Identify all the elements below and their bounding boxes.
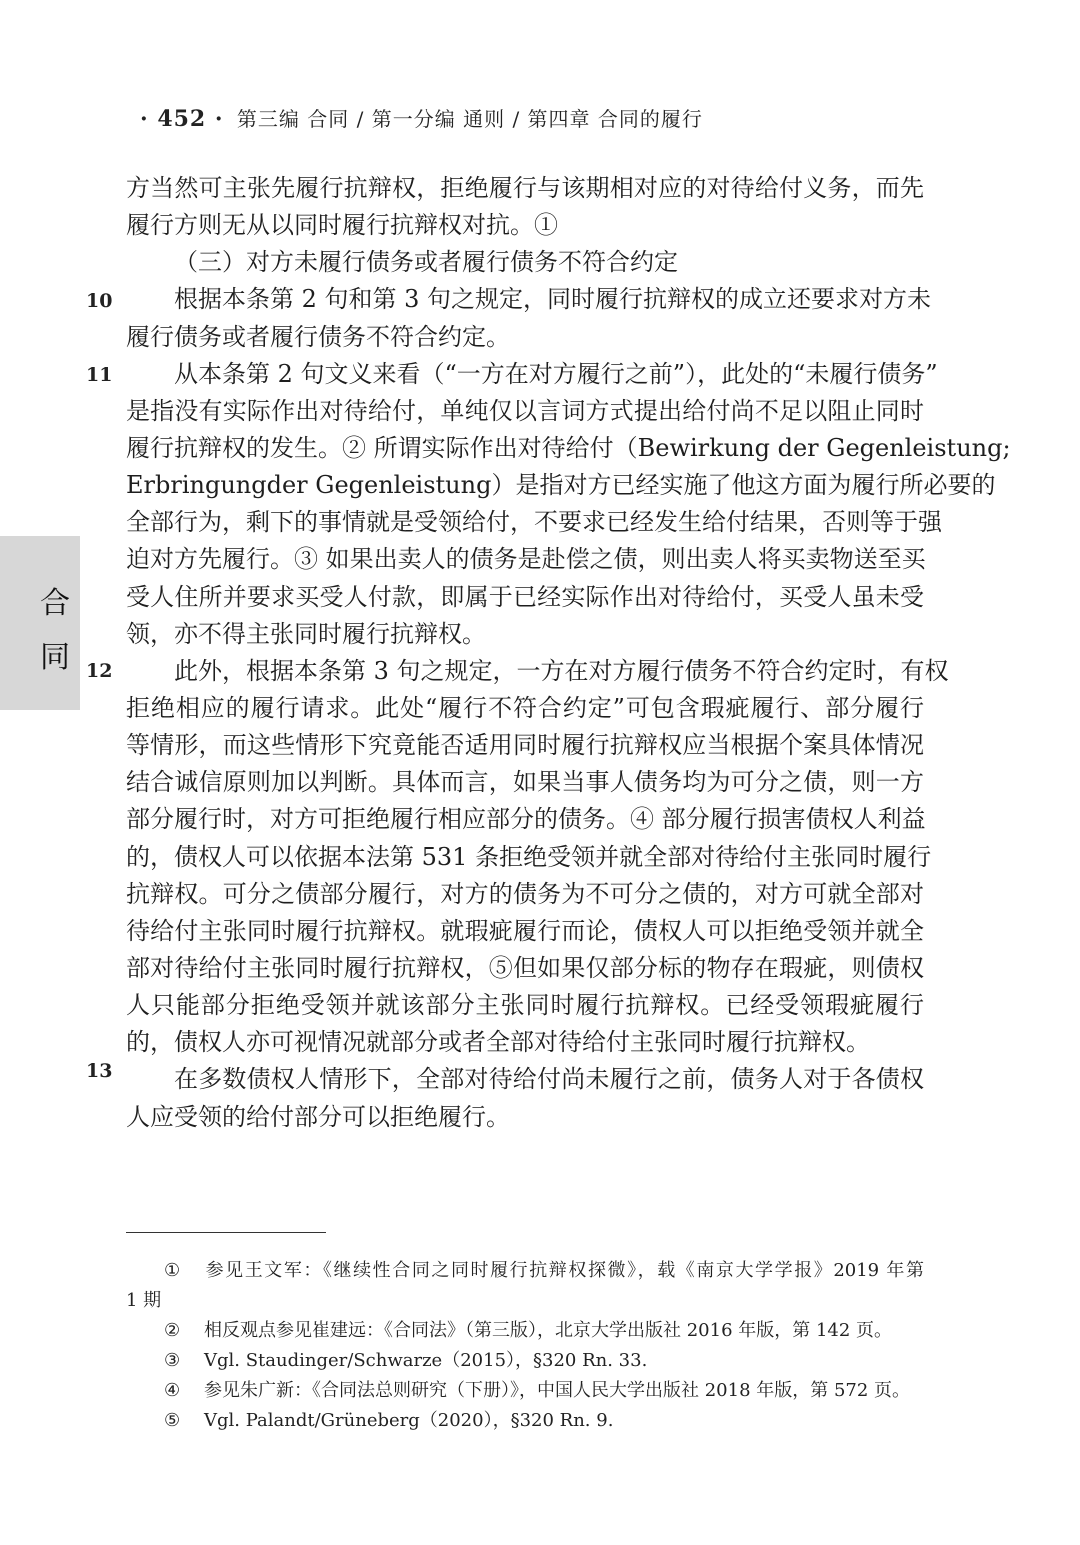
body-line: 人只能部分拒绝受领并就该部分主张同时履行抗辩权。已经受领瑕疵履行	[126, 991, 924, 1020]
footnote-5	[126, 1406, 924, 1436]
body-line: 从本条第 2 句文义来看（“一方在对方履行之前”），此处的“未履行债务”	[174, 359, 938, 388]
footnote-mark: ⑤	[164, 1410, 181, 1431]
body-line: 拒绝相应的履行请求。此处“履行不符合约定”可包含瑕疵履行、部分履行	[126, 693, 924, 722]
body-line: 履行债务或者履行债务不符合约定。	[126, 322, 510, 351]
body-line: 的，债权人亦可视情况就部分或者全部对待给付主张同时履行抗辩权。	[126, 1028, 870, 1057]
margin-number: 10	[86, 290, 113, 312]
body-line: 方当然可主张先履行抗辩权，拒绝履行与该期相对应的对待给付义务，而先	[126, 174, 924, 202]
body-line: 受人住所并要求买受人付款，即属于已经实际作出对待给付，买受人虽未受	[126, 582, 924, 611]
footnote-text: Vgl. Staudinger/Schwarze（2015），§320 Rn. 33.	[204, 1350, 648, 1371]
footnote-1	[126, 1256, 924, 1286]
footnote-2	[126, 1316, 924, 1346]
body-line: 此外，根据本条第 3 句之规定，一方在对方履行债务不符合约定时，有权	[174, 656, 949, 685]
footnote-1-continuation: 1 期	[126, 1290, 162, 1311]
section-heading: （三）对方未履行债务或者履行债务不符合约定	[174, 248, 678, 277]
side-tab-char: 同	[40, 640, 70, 675]
body-line: 全部行为，剩下的事情就是受领给付，不要求已经发生给付结果，否则等于强	[126, 508, 942, 537]
running-header	[140, 103, 703, 132]
body-line: 领，亦不得主张同时履行抗辩权。	[126, 619, 486, 648]
page-number: · 452 ·	[140, 106, 224, 132]
body-line: 待给付主张同时履行抗辩权。就瑕疵履行而论，债权人可以拒绝受领并就全	[126, 916, 924, 945]
body-line: 的，债权人可以依据本法第 531 条拒绝受领并就全部对待给付主张同时履行	[126, 842, 932, 871]
footnote-text: Vgl. Palandt/Grüneberg（2020），§320 Rn. 9.	[204, 1410, 614, 1431]
body-line: 等情形，而这些情形下究竟能否适用同时履行抗辩权应当根据个案具体情况	[126, 731, 924, 760]
body-line: 履行抗辩权的发生。② 所谓实际作出对待给付（Bewirkung der Gegenleistung;	[126, 433, 1011, 462]
body-line: Erbringungder Gegenleistung）是指对方已经实施了他这方面为履行所必要的	[126, 471, 996, 500]
footnote-mark: ③	[164, 1350, 181, 1371]
side-tab-char: 合	[40, 586, 70, 621]
running-title: 第三编 合同 / 第一分编 通则 / 第四章 合同的履行	[236, 107, 703, 131]
body-line: 结合诚信原则加以判断。具体而言，如果当事人债务均为可分之债，则一方	[126, 768, 924, 797]
margin-number: 11	[86, 364, 113, 386]
body-line: 根据本条第 2 句和第 3 句之规定，同时履行抗辩权的成立还要求对方未	[174, 285, 932, 314]
body-line: 是指没有实际作出对待给付，单纯仅以言词方式提出给付尚不足以阻止同时	[126, 396, 924, 425]
body-line: 人应受领的给付部分可以拒绝履行。	[126, 1102, 510, 1131]
margin-number: 12	[86, 660, 113, 682]
footnote-4	[126, 1376, 924, 1406]
body-text	[126, 170, 1011, 1136]
footnote-mark: ①	[164, 1260, 181, 1281]
body-line: 抗辩权。可分之债部分履行，对方的债务为不可分之债的，对方可就全部对	[126, 879, 924, 908]
side-chapter-tab	[0, 536, 80, 710]
footnote-3	[126, 1346, 924, 1376]
body-line: 在多数债权人情形下，全部对待给付尚未履行之前，债务人对于各债权	[174, 1065, 924, 1094]
footnote-mark: ④	[164, 1380, 181, 1401]
body-line: 迫对方先履行。③ 如果出卖人的债务是赴偿之债，则出卖人将买卖物送至买	[126, 545, 926, 574]
footnote-separator	[126, 1232, 326, 1233]
footnote-text: 参见王文军：《继续性合同之同时履行抗辩权探微》，载《南京大学学报》2019 年第	[204, 1260, 924, 1281]
body-line: 部对待给付主张同时履行抗辩权，⑤但如果仅部分标的物存在瑕疵，则债权	[126, 953, 924, 982]
body-line: 履行方则无从以同时履行抗辩权对抗。①	[126, 211, 558, 240]
footnote-text: 参见朱广新：《合同法总则研究（下册）》，中国人民大学出版社 2018 年版，第 572 页。	[204, 1380, 911, 1401]
footnote-mark: ②	[164, 1320, 181, 1341]
margin-number: 13	[86, 1060, 113, 1082]
body-line: 部分履行时，对方可拒绝履行相应部分的债务。④ 部分履行损害债权人利益	[126, 805, 926, 834]
footnotes	[126, 1256, 924, 1436]
footnote-text: 相反观点参见崔建远：《合同法》（第三版），北京大学出版社 2016 年版，第 142 页。	[204, 1320, 893, 1341]
